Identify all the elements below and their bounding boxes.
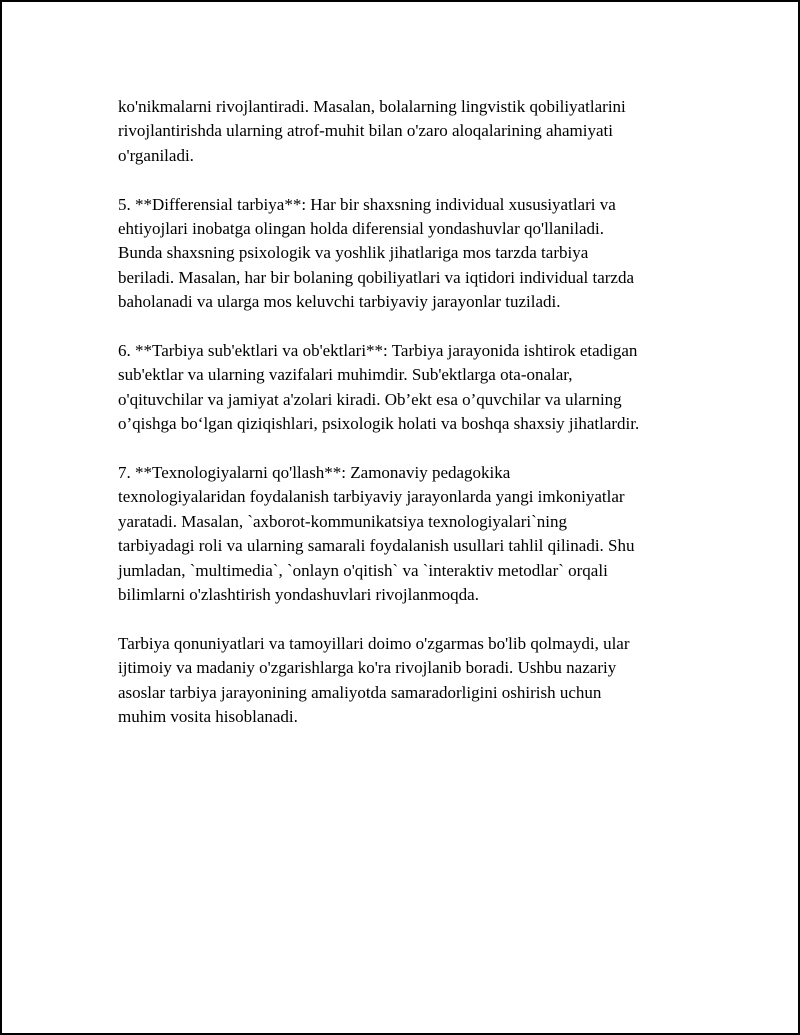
text-line: muhim vosita hisoblanadi. bbox=[118, 707, 298, 727]
text-line: Tarbiya qonuniyatlari va tamoyillari doimo o'zgarmas bo'lib qolmaydi, ular bbox=[118, 633, 630, 653]
text-line: Bunda shaxsning psixologik va yoshlik jihatlariga mos tarzda tarbiya bbox=[118, 243, 589, 263]
text-line: bilimlarni o'zlashtirish yondashuvlari rivojlanmoqda. bbox=[118, 585, 479, 605]
text-line: jumladan, `multimedia`, `onlayn o'qitish` va `interaktiv metodlar` orqali bbox=[118, 560, 608, 580]
text-line: o’qishga bo‘lgan qiziqishlari, psixologik holati va boshqa shaxsiy jihatlardir. bbox=[118, 414, 640, 434]
text-line: 5. **Differensial tarbiya**: Har bir shaxsning individual xususiyatlari va bbox=[118, 194, 616, 214]
text-line: 7. **Texnologiyalarni qo'llash**: Zamonaviy pedagokika bbox=[118, 463, 511, 483]
document-body bbox=[118, 95, 698, 754]
text-line: tarbiyadagi roli va ularning samarali foydalanish usullari tahlil qilinadi. Shu bbox=[118, 536, 635, 556]
paragraph-subektlar-obektlar bbox=[118, 339, 698, 437]
text-line: 6. **Tarbiya sub'ektlari va ob'ektlari**: Tarbiya jarayonida ishtirok etadigan bbox=[118, 341, 638, 361]
text-line: ehtiyojlari inobatga olingan holda diferensial yondashuvlar qo'llaniladi. bbox=[118, 219, 605, 239]
text-line: o'qituvchilar va jamiyat a'zolari kiradi. Ob’ekt esa o’quvchilar va ularning bbox=[118, 389, 622, 409]
text-line: rivojlantirishda ularning atrof-muhit bilan o'zaro aloqalarining ahamiyati bbox=[118, 121, 613, 141]
paragraph-conclusion bbox=[118, 632, 698, 730]
text-line: beriladi. Masalan, har bir bolaning qobiliyatlari va iqtidori individual tarzda bbox=[118, 267, 634, 287]
paragraph-differensial-tarbiya bbox=[118, 193, 698, 315]
text-line: sub'ektlar va ularning vazifalari muhimdir. Sub'ektlarga ota-onalar, bbox=[118, 365, 573, 385]
text-line: ijtimoiy va madaniy o'zgarishlarga ko'ra rivojlanib boradi. Ushbu nazariy bbox=[118, 658, 617, 678]
text-line: texnologiyalaridan foydalanish tarbiyaviy jarayonlarda yangi imkoniyatlar bbox=[118, 487, 625, 507]
text-line: asoslar tarbiya jarayonining amaliyotda samaradorligini oshirish uchun bbox=[118, 682, 602, 702]
text-line: ko'nikmalarni rivojlantiradi. Masalan, bolalarning lingvistik qobiliyatlarini bbox=[118, 97, 626, 116]
paragraph-texnologiyalar bbox=[118, 461, 698, 607]
text-line: baholanadi va ularga mos keluvchi tarbiyaviy jarayonlar tuziladi. bbox=[118, 292, 561, 312]
text-line: yaratadi. Masalan, `axborot-kommunikatsiya texnologiyalari`ning bbox=[118, 511, 567, 531]
paragraph-intro-continuation bbox=[118, 95, 698, 168]
text-line: o'rganiladi. bbox=[118, 145, 194, 165]
